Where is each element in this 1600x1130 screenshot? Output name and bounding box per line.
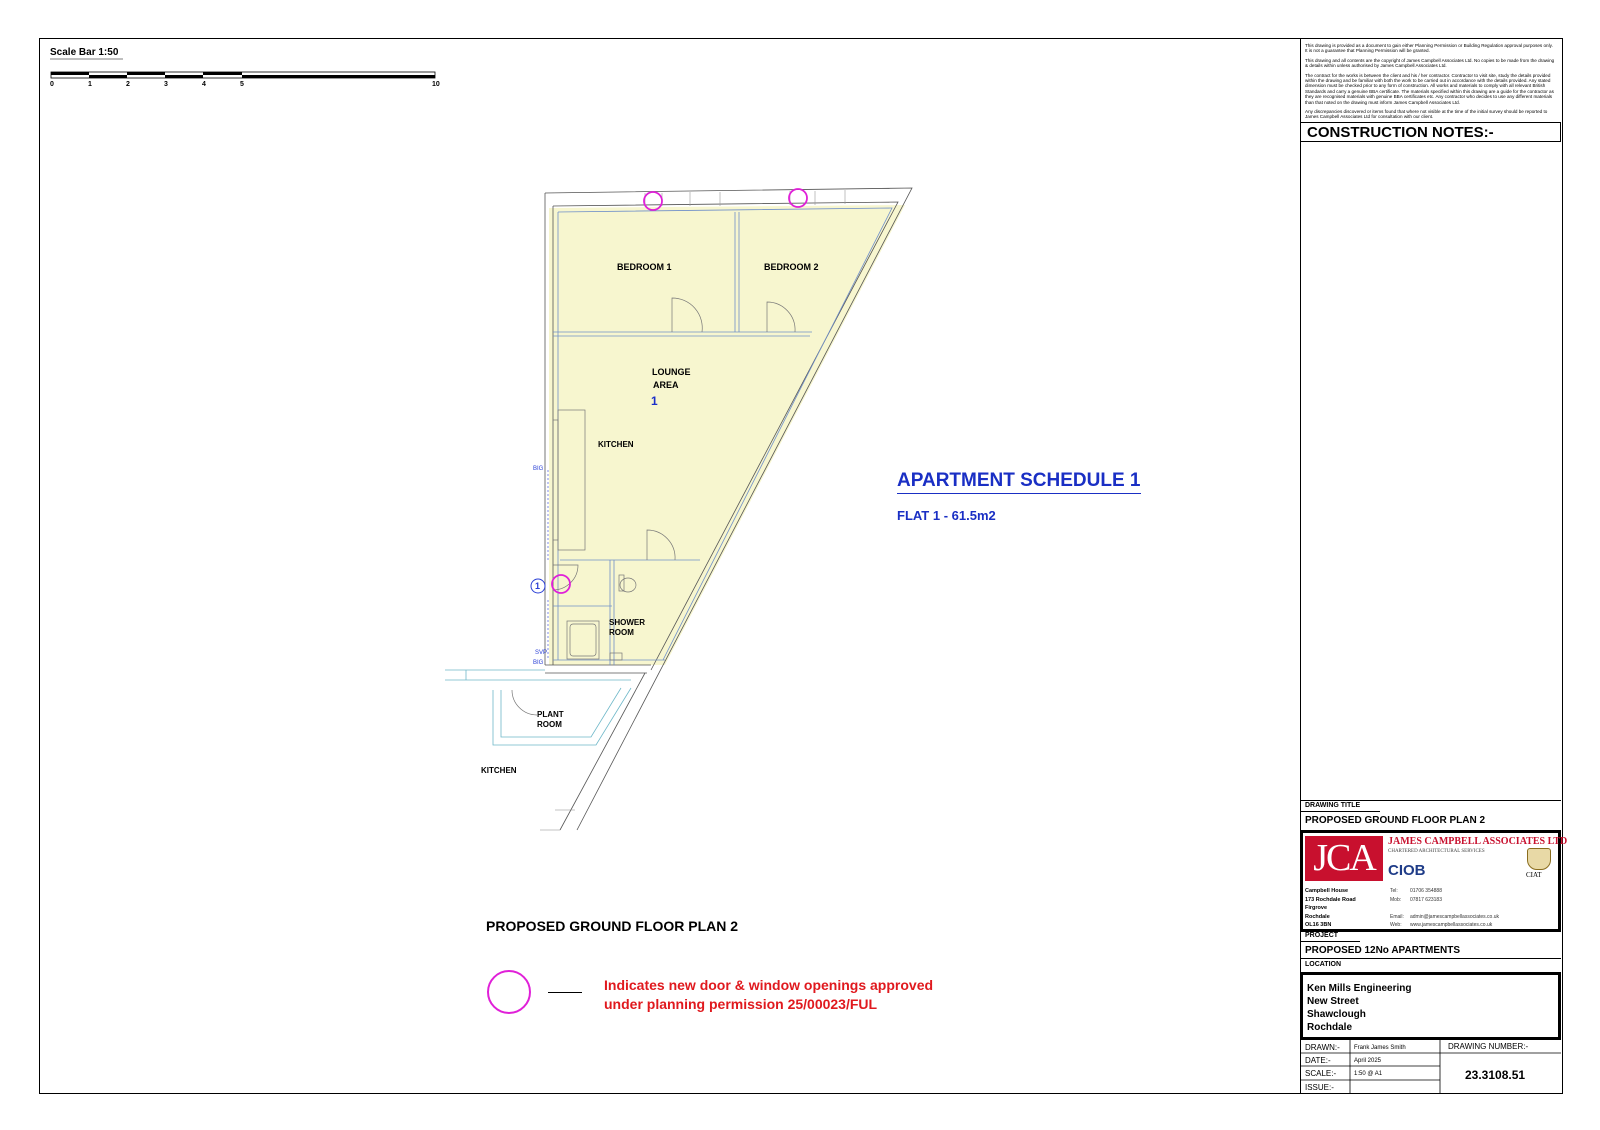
contact-label: Mob:	[1390, 896, 1402, 903]
contact-value: www.jamescampbellassociates.co.uk	[1410, 922, 1493, 928]
ciob-logo: CIOB	[1388, 862, 1426, 879]
apartment-schedule-title: APARTMENT SCHEDULE 1	[897, 470, 1141, 494]
date-value: April 2025	[1354, 1058, 1382, 1064]
ciat-logo: CIAT	[1526, 871, 1542, 879]
label-plant: PLANT	[537, 710, 564, 719]
plan-caption: PROPOSED GROUND FLOOR PLAN 2	[486, 918, 739, 934]
apartment-schedule-flat: FLAT 1 - 61.5m2	[897, 508, 996, 523]
scale-tick-1: 1	[88, 81, 92, 88]
contact-label: Email:	[1390, 913, 1404, 920]
company-name: JAMES CAMPBELL ASSOCIATES LTD	[1388, 836, 1568, 847]
contact-value: admin@jamescampbellassociates.co.uk	[1410, 913, 1500, 920]
address-line: Campbell House	[1305, 888, 1349, 894]
drawing-number-label: DRAWING NUMBER:-	[1448, 1042, 1529, 1051]
issue-label: ISSUE:-	[1305, 1083, 1334, 1092]
address-line: Firgrove	[1305, 905, 1328, 911]
scale-value: 1:50 @ A1	[1354, 1071, 1383, 1077]
scale-tick-4: 4	[202, 81, 206, 88]
contact-label: Tel:	[1390, 888, 1398, 894]
location-line: New Street	[1307, 996, 1359, 1007]
scale-bar-title: Scale Bar 1:50	[50, 47, 119, 58]
project-name: PROPOSED 12No APARTMENTS	[1305, 945, 1461, 956]
scale-tick-5: 5	[240, 81, 244, 88]
note-paragraph: This drawing and all contents are the copyright of James Campbell Associates Ltd. No copies to be made from the drawing & details within unless authorised by James Campbell Associates Ltd.	[1305, 57, 1555, 69]
project-label: PROJECT	[1305, 932, 1339, 939]
label-shower: SHOWER	[609, 618, 645, 627]
date-label: DATE:-	[1305, 1056, 1331, 1065]
label-shower-room: ROOM	[609, 628, 634, 637]
drawn-value: Frank James Smith	[1354, 1045, 1406, 1051]
company-subtitle: CHARTERED ARCHITECTURAL SERVICES	[1388, 849, 1485, 854]
label-plant-room: ROOM	[537, 720, 562, 729]
label-lounge: LOUNGE	[652, 367, 691, 377]
contact-value: 01706 354888	[1410, 888, 1442, 894]
label-lounge-area: AREA	[653, 380, 679, 390]
label-kitchen-adjacent: KITCHEN	[481, 766, 517, 775]
label-bedroom-1: BEDROOM 1	[617, 262, 672, 272]
contact-label: Web:	[1390, 922, 1402, 928]
address-line: 173 Rochdale Road	[1305, 896, 1356, 903]
legend-line-1: Indicates new door & window openings approved	[604, 977, 934, 993]
contact-value: 07817 623183	[1410, 896, 1442, 903]
scale-label: SCALE:-	[1305, 1069, 1337, 1078]
drawn-label: DRAWN:-	[1305, 1043, 1340, 1052]
label-svp: SVP	[535, 650, 548, 656]
label-big-2: BIG	[533, 660, 544, 666]
note-paragraph: Any discrepancies discovered or items found that where not visible at the time of the initial survey should be reported to James Campbell Associates Ltd for consultation with our client.	[1305, 109, 1548, 120]
address-line: Rochdale	[1305, 913, 1330, 920]
location-line: Ken Mills Engineering	[1307, 983, 1412, 994]
scale-tick-2: 2	[126, 81, 130, 88]
scale-tick-3: 3	[164, 81, 168, 88]
jca-logo: JCA	[1305, 836, 1383, 881]
label-big-1: BIG	[533, 466, 544, 472]
door-tag-number: 1	[535, 581, 541, 591]
lounge-number: 1	[651, 394, 658, 408]
location-line: Shawclough	[1307, 1009, 1366, 1020]
label-kitchen: KITCHEN	[598, 440, 634, 449]
drawing-title-label: DRAWING TITLE	[1305, 802, 1361, 809]
legend-line-2: under planning permission 25/00023/FUL	[604, 996, 878, 1012]
note-paragraph: This drawing is provided as a document to gain either Planning Permission or Building Regulation approval purposes only. It is not a guarantee that Planning Permission will be granted.	[1305, 43, 1553, 54]
scale-tick-10: 10	[432, 81, 440, 88]
construction-notes-title: CONSTRUCTION NOTES:-	[1300, 122, 1561, 142]
location-label: LOCATION	[1305, 961, 1342, 968]
drawing-title: PROPOSED GROUND FLOOR PLAN 2	[1305, 815, 1486, 826]
location-line: Rochdale	[1307, 1022, 1353, 1033]
drawing-number: 23.3108.51	[1465, 1068, 1526, 1082]
label-bedroom-2: BEDROOM 2	[764, 262, 819, 272]
note-paragraph: The contract for the works is between the client and his / her contractor. Contractor to visit site, study the details provided within the drawing and be familiar with both the work to be carried out in accordance with the details provided. Any stated dimension must be checked prior to any form of construction. All works and materials to comply with all relevant British Standards and carry a genuine BBA certificate. The materials specified within this drawing are a guide for the contractor as they are recognised materials with genuine BBA certificates etc. Any contractor who decides to use any different materials than that noted on the drawing must inform James Campbell Associates Ltd.	[1305, 72, 1554, 105]
scale-tick-0: 0	[50, 81, 54, 88]
address-line: OL16 3BN	[1305, 922, 1332, 928]
